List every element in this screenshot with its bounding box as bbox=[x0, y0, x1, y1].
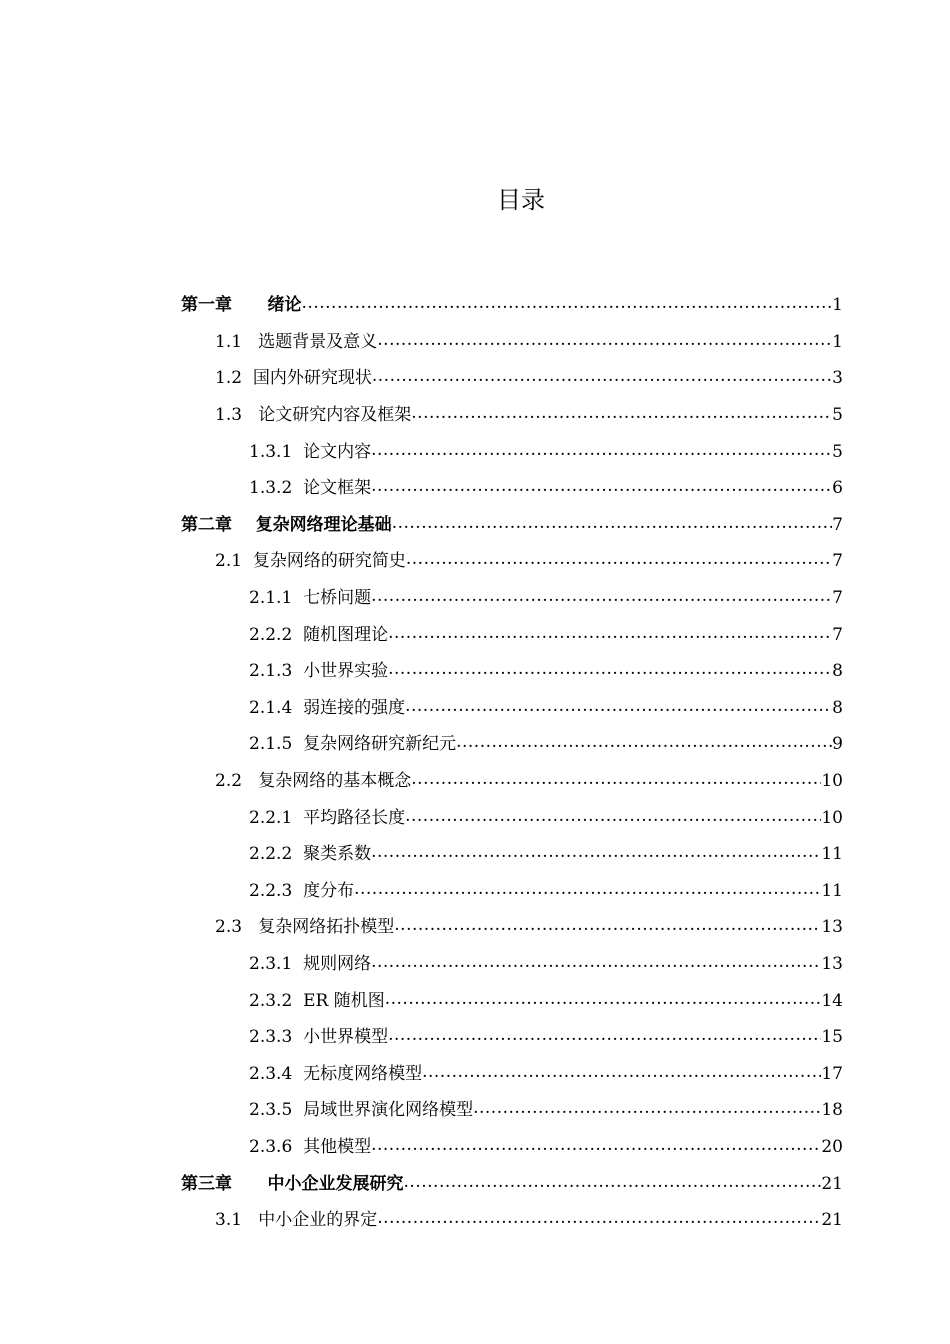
toc-entry-9[interactable] bbox=[0, 580, 843, 617]
toc-dot-leader bbox=[371, 1137, 821, 1157]
toc-entry-title: 规则网络 bbox=[303, 953, 372, 974]
toc-entry-gap bbox=[242, 771, 258, 791]
toc-entry-number: 2.1.1 bbox=[249, 588, 293, 609]
toc-dot-leader bbox=[388, 1027, 821, 1047]
toc-entry-18[interactable] bbox=[0, 909, 843, 946]
toc-dot-leader bbox=[302, 295, 833, 315]
toc-entry-12[interactable] bbox=[0, 690, 843, 727]
toc-entry-number: 3.1 bbox=[215, 1210, 243, 1231]
toc-entry-gap bbox=[242, 405, 258, 425]
toc-entry-number: 2.2.2 bbox=[249, 844, 293, 865]
toc-entry-gap bbox=[292, 844, 303, 864]
toc-entry-title: 国内外研究现状 bbox=[252, 368, 372, 389]
toc-entry-number: 2.2.3 bbox=[249, 880, 293, 901]
toc-entry-number: 2.3.6 bbox=[249, 1136, 293, 1157]
toc-entry-7[interactable] bbox=[0, 507, 843, 544]
toc-entry-number: 2.2.2 bbox=[249, 624, 293, 645]
toc-entry-4[interactable] bbox=[0, 397, 843, 434]
toc-dot-leader bbox=[385, 991, 822, 1011]
toc-entry-title: 小世界模型 bbox=[303, 1027, 389, 1048]
toc-entry-page: 18 bbox=[821, 1100, 843, 1121]
toc-entry-page: 13 bbox=[821, 917, 843, 938]
toc-entry-page: 10 bbox=[821, 771, 843, 792]
toc-entry-page: 1 bbox=[832, 295, 843, 316]
toc-entry-number: 2.3.5 bbox=[249, 1100, 293, 1121]
toc-entry-page: 11 bbox=[821, 880, 843, 901]
toc-entry-gap bbox=[242, 332, 258, 352]
toc-entry-19[interactable] bbox=[0, 946, 843, 983]
toc-entry-21[interactable] bbox=[0, 1019, 843, 1056]
toc-dot-leader bbox=[372, 368, 832, 388]
toc-entry-title: 复杂网络理论基础 bbox=[255, 514, 392, 535]
toc-entry-22[interactable] bbox=[0, 1055, 843, 1092]
toc-entry-26[interactable] bbox=[0, 1202, 843, 1239]
toc-entry-page: 17 bbox=[821, 1063, 843, 1084]
toc-entry-gap bbox=[242, 368, 253, 388]
toc-entry-gap bbox=[292, 698, 303, 718]
toc-entry-gap bbox=[292, 442, 303, 462]
toc-entry-number: 1.1 bbox=[215, 331, 243, 352]
toc-entry-number: 2.3.4 bbox=[249, 1063, 293, 1084]
toc-entry-20[interactable] bbox=[0, 982, 843, 1019]
toc-entry-2[interactable] bbox=[0, 324, 843, 361]
toc-entry-gap bbox=[292, 734, 303, 754]
toc-entry-gap bbox=[292, 881, 303, 901]
toc-dot-leader bbox=[377, 332, 832, 352]
toc-entry-title: 平均路径长度 bbox=[303, 807, 406, 828]
toc-entry-gap bbox=[292, 625, 303, 645]
toc-entry-15[interactable] bbox=[0, 799, 843, 836]
toc-entry-title: 无标度网络模型 bbox=[303, 1063, 423, 1084]
toc-dot-leader bbox=[392, 515, 832, 535]
toc-entry-title: 随机图理论 bbox=[303, 624, 389, 645]
toc-entry-page: 7 bbox=[832, 624, 843, 645]
toc-entry-page: 6 bbox=[832, 478, 843, 499]
toc-entry-page: 7 bbox=[832, 551, 843, 572]
toc-entry-24[interactable] bbox=[0, 1129, 843, 1166]
toc-dot-leader bbox=[411, 405, 832, 425]
toc-entry-gap bbox=[232, 515, 256, 535]
toc-entry-page: 5 bbox=[832, 441, 843, 462]
toc-entry-number: 2.1.5 bbox=[249, 734, 293, 755]
toc-entry-gap bbox=[292, 588, 303, 608]
toc-entry-3[interactable] bbox=[0, 360, 843, 397]
toc-dot-leader bbox=[405, 808, 821, 828]
page-title: 目录 bbox=[497, 186, 545, 214]
toc-entry-number: 2.2 bbox=[215, 771, 243, 792]
toc-entry-page: 21 bbox=[821, 1173, 843, 1194]
toc-entry-gap bbox=[292, 1064, 303, 1084]
toc-entry-title: 绪论 bbox=[267, 295, 302, 316]
toc-entry-title: 复杂网络的研究简史 bbox=[252, 551, 406, 572]
toc-entry-title: 论文内容 bbox=[303, 441, 372, 462]
toc-entry-title: ER 随机图 bbox=[303, 990, 385, 1011]
toc-dot-leader bbox=[456, 734, 832, 754]
toc-entry-number: 1.3.1 bbox=[249, 441, 293, 462]
toc-entry-page: 8 bbox=[832, 697, 843, 718]
toc-dot-leader bbox=[473, 1100, 821, 1120]
toc-entry-page: 7 bbox=[832, 588, 843, 609]
toc-entry-title: 中小企业发展研究 bbox=[267, 1173, 404, 1194]
toc-entry-number: 2.3.2 bbox=[249, 990, 293, 1011]
toc-entry-title: 弱连接的强度 bbox=[303, 697, 406, 718]
toc-entry-gap bbox=[292, 1137, 303, 1157]
toc-dot-leader bbox=[404, 1174, 822, 1194]
toc-entry-title: 复杂网络拓扑模型 bbox=[258, 917, 395, 938]
toc-entry-page: 14 bbox=[821, 990, 843, 1011]
toc-entry-gap bbox=[292, 808, 303, 828]
toc-dot-leader bbox=[377, 1210, 821, 1230]
toc-dot-leader bbox=[371, 954, 821, 974]
toc-dot-leader bbox=[405, 698, 832, 718]
toc-entry-8[interactable] bbox=[0, 543, 843, 580]
toc-entry-number: 2.3.1 bbox=[249, 953, 293, 974]
toc-entry-14[interactable] bbox=[0, 763, 843, 800]
toc-entry-number: 第一章 bbox=[181, 295, 232, 316]
toc-entry-page: 15 bbox=[821, 1027, 843, 1048]
toc-entry-gap bbox=[292, 661, 303, 681]
toc-entry-gap bbox=[232, 1174, 268, 1194]
toc-entry-title: 论文研究内容及框架 bbox=[258, 405, 412, 426]
toc-dot-leader bbox=[371, 442, 832, 462]
toc-entry-number: 2.1.4 bbox=[249, 697, 293, 718]
toc-entry-gap bbox=[292, 1100, 303, 1120]
toc-entry-gap bbox=[292, 991, 303, 1011]
toc-dot-leader bbox=[388, 661, 832, 681]
toc-entry-title: 选题背景及意义 bbox=[258, 331, 378, 352]
toc-entry-page: 9 bbox=[832, 734, 843, 755]
toc-entry-number: 第三章 bbox=[181, 1173, 232, 1194]
toc-entry-page: 20 bbox=[821, 1136, 843, 1157]
toc-entry-17[interactable] bbox=[0, 873, 843, 910]
toc-entry-gap bbox=[292, 478, 303, 498]
toc-entry-number: 2.3.3 bbox=[249, 1027, 293, 1048]
toc-dot-leader bbox=[394, 917, 821, 937]
toc-entry-title: 中小企业的界定 bbox=[258, 1210, 378, 1231]
toc-dot-leader bbox=[422, 1064, 821, 1084]
toc-entry-page: 8 bbox=[832, 661, 843, 682]
toc-entry-25[interactable] bbox=[0, 1165, 843, 1202]
toc-entry-number: 2.1 bbox=[215, 551, 243, 572]
toc-entry-page: 10 bbox=[821, 807, 843, 828]
toc-entry-title: 聚类系数 bbox=[303, 844, 372, 865]
toc-entry-title: 小世界实验 bbox=[303, 661, 389, 682]
toc-entry-page: 7 bbox=[832, 514, 843, 535]
toc-dot-leader bbox=[354, 881, 821, 901]
toc-entry-23[interactable] bbox=[0, 1092, 843, 1129]
toc-entry-page: 11 bbox=[821, 844, 843, 865]
toc-entry-gap bbox=[232, 295, 268, 315]
toc-entry-title: 局域世界演化网络模型 bbox=[303, 1100, 474, 1121]
toc-entry-number: 2.2.1 bbox=[249, 807, 293, 828]
toc-entry-1[interactable] bbox=[0, 287, 843, 324]
toc-dot-leader bbox=[388, 625, 832, 645]
toc-entry-number: 1.2 bbox=[215, 368, 243, 389]
toc-entry-page: 1 bbox=[832, 331, 843, 352]
toc-entry-gap bbox=[242, 1210, 258, 1230]
toc-dot-leader bbox=[371, 588, 832, 608]
toc-entry-10[interactable] bbox=[0, 616, 843, 653]
toc-entry-page: 5 bbox=[832, 405, 843, 426]
toc-entry-title: 复杂网络的基本概念 bbox=[258, 771, 412, 792]
toc-entry-gap bbox=[242, 551, 253, 571]
toc-entry-page: 21 bbox=[821, 1210, 843, 1231]
toc-entry-number: 2.1.3 bbox=[249, 661, 293, 682]
toc-entry-number: 2.3 bbox=[215, 917, 243, 938]
toc-entry-5[interactable] bbox=[0, 433, 843, 470]
toc-entry-number: 第二章 bbox=[181, 514, 232, 535]
toc-entry-title: 七桥问题 bbox=[303, 588, 372, 609]
toc-entry-page: 13 bbox=[821, 953, 843, 974]
table-of-contents bbox=[0, 287, 950, 1238]
toc-entry-11[interactable] bbox=[0, 653, 843, 690]
toc-entry-gap bbox=[292, 954, 303, 974]
toc-entry-title: 复杂网络研究新纪元 bbox=[303, 734, 457, 755]
toc-entry-gap bbox=[292, 1027, 303, 1047]
toc-dot-leader bbox=[406, 551, 832, 571]
toc-entry-title: 度分布 bbox=[303, 880, 355, 901]
toc-dot-leader bbox=[371, 844, 821, 864]
toc-dot-leader bbox=[371, 478, 832, 498]
toc-entry-13[interactable] bbox=[0, 726, 843, 763]
toc-entry-gap bbox=[242, 917, 258, 937]
toc-entry-6[interactable] bbox=[0, 470, 843, 507]
toc-entry-16[interactable] bbox=[0, 836, 843, 873]
toc-entry-page: 3 bbox=[832, 368, 843, 389]
toc-entry-number: 1.3.2 bbox=[249, 478, 293, 499]
toc-entry-number: 1.3 bbox=[215, 405, 243, 426]
toc-entry-title: 其他模型 bbox=[303, 1136, 372, 1157]
toc-entry-title: 论文框架 bbox=[303, 478, 372, 499]
toc-dot-leader bbox=[411, 771, 821, 791]
